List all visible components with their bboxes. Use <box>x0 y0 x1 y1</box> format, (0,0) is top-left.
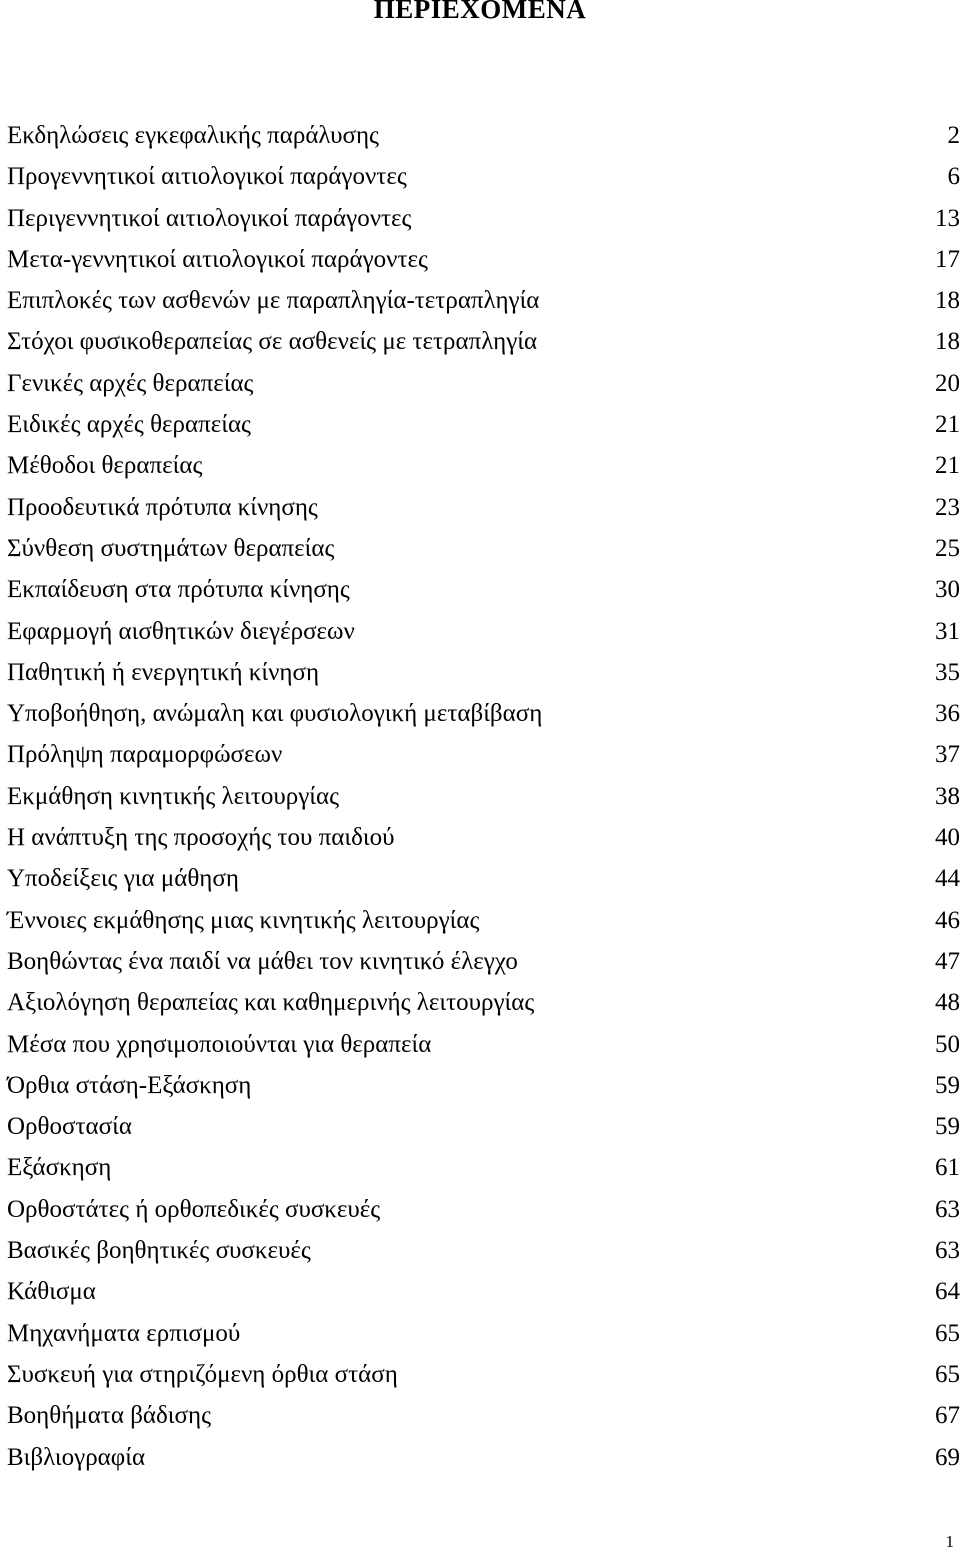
toc-entry-title: Εκμάθηση κινητικής λειτουργίας <box>7 782 340 810</box>
toc-entry-page: 50 <box>935 1030 960 1058</box>
toc-entry-page: 37 <box>935 741 960 769</box>
toc-entry <box>7 1437 960 1478</box>
toc-entry <box>7 817 960 858</box>
toc-entry <box>7 1395 960 1436</box>
toc-entry <box>7 1189 960 1230</box>
toc-entry <box>7 1065 960 1106</box>
toc-entry-page: 44 <box>935 865 960 893</box>
toc-entry-title: Υποδείξεις για μάθηση <box>7 865 239 893</box>
toc-entry <box>7 321 960 362</box>
toc-entry <box>7 528 960 569</box>
toc-entry-page: 48 <box>935 989 960 1017</box>
toc-entry-title: Εξάσκηση <box>7 1154 112 1182</box>
toc-entry <box>7 1147 960 1188</box>
toc-entry-title: Επιπλοκές των ασθενών με παραπληγία-τετραπληγία <box>7 287 540 315</box>
toc-entry <box>7 487 960 528</box>
toc-entry-title: Εκδηλώσεις εγκεφαλικής παράλυσης <box>7 122 379 149</box>
toc-entry <box>7 569 960 610</box>
toc-entry-title: Μέθοδοι θεραπείας <box>7 452 203 480</box>
toc-entry-title: Μετα-γεννητικοί αιτιολογικοί παράγοντες <box>7 245 428 273</box>
toc-entry-page: 31 <box>935 617 960 645</box>
toc-entry-title: Μέσα που χρησιμοποιούνται για θεραπεία <box>7 1030 432 1058</box>
toc-entry <box>7 982 960 1023</box>
toc-entry-title: Εκπαίδευση στα πρότυπα κίνησης <box>7 576 350 604</box>
toc-entry-page: 18 <box>935 287 960 315</box>
toc-entry-page: 30 <box>935 576 960 604</box>
toc-entry-page: 46 <box>935 906 960 934</box>
toc-entry-page: 64 <box>935 1278 960 1306</box>
toc-entry <box>7 1271 960 1312</box>
page-title: ΠΕΡΙΕΧΟΜΕΝΑ <box>373 0 587 24</box>
toc-entry-title: Η ανάπτυξη της προσοχής του παιδιού <box>7 824 395 852</box>
toc-entry-title: Βοηθήματα βάδισης <box>7 1402 211 1430</box>
toc-entry <box>7 115 960 156</box>
toc-entry-page: 23 <box>935 493 960 521</box>
toc-entry-title: Πρόληψη παραμορφώσεων <box>7 741 283 769</box>
toc-entry-title: Βοηθώντας ένα παιδί να μάθει τον κινητικό έλεγχο <box>7 947 518 975</box>
toc-entry <box>7 734 960 775</box>
toc-entry-title: Στόχοι φυσικοθεραπείας σε ασθενείς με τετραπληγία <box>7 328 538 356</box>
toc-entry-title: Προγεννητικοί αιτιολογικοί παράγοντες <box>7 163 407 191</box>
toc-entry-title: Μηχανήματα ερπισμού <box>7 1319 241 1347</box>
toc-entry-page: 67 <box>935 1402 960 1430</box>
toc-entry-title: Βιβλιογραφία <box>7 1443 146 1471</box>
toc-entry-page: 6 <box>947 163 960 191</box>
toc-entry-page: 21 <box>935 452 960 480</box>
toc-entry-page: 47 <box>935 947 960 975</box>
toc-entry-title: Όρθια στάση-Εξάσκηση <box>7 1071 252 1099</box>
toc-entry-page: 59 <box>935 1113 960 1141</box>
toc-entry-page: 2 <box>947 122 960 149</box>
toc-entry-title: Κάθισμα <box>7 1278 96 1306</box>
toc-entry <box>7 693 960 734</box>
page-number: 1 <box>945 1532 954 1551</box>
toc-entry-page: 35 <box>935 658 960 686</box>
toc-entry <box>7 1230 960 1271</box>
toc-entry <box>7 198 960 239</box>
toc-entry <box>7 900 960 941</box>
toc-entry <box>7 611 960 652</box>
toc-entry-page: 25 <box>935 534 960 562</box>
toc-entry <box>7 858 960 899</box>
toc-entry <box>7 156 960 197</box>
toc-entry-title: Εφαρμογή αισθητικών διεγέρσεων <box>7 617 355 645</box>
toc-entry-title: Ορθοστασία <box>7 1113 132 1141</box>
toc-entry-title: Παθητική ή ενεργητική κίνηση <box>7 658 320 686</box>
toc-entry-page: 13 <box>935 204 960 232</box>
toc-entry-page: 40 <box>935 824 960 852</box>
toc-entry <box>7 445 960 486</box>
toc-entry <box>7 1313 960 1354</box>
toc-entry-title: Υποβοήθηση, ανώμαλη και φυσιολογική μεταβίβαση <box>7 700 543 728</box>
toc-entry-page: 36 <box>935 700 960 728</box>
toc-entry-title: Σύνθεση συστημάτων θεραπείας <box>7 534 335 562</box>
toc-entry <box>7 404 960 445</box>
toc-entry <box>7 1024 960 1065</box>
toc-entry-title: Βασικές βοηθητικές συσκευές <box>7 1237 311 1265</box>
toc-entry <box>7 1354 960 1395</box>
toc-entry-title: Ειδικές αρχές θεραπείας <box>7 411 251 439</box>
toc-entry-page: 61 <box>935 1154 960 1182</box>
toc-entry-title: Έννοιες εκμάθησης μιας κινητικής λειτουργίας <box>7 906 480 934</box>
toc-entry-page: 21 <box>935 411 960 439</box>
toc-entry <box>7 652 960 693</box>
toc-entry-page: 63 <box>935 1237 960 1265</box>
table-of-contents <box>7 115 960 1478</box>
toc-entry-page: 69 <box>935 1443 960 1471</box>
toc-entry-title: Συσκευή για στηριζόμενη όρθια στάση <box>7 1360 398 1388</box>
toc-entry <box>7 239 960 280</box>
toc-entry-page: 65 <box>935 1360 960 1388</box>
toc-entry <box>7 1106 960 1147</box>
toc-entry-page: 59 <box>935 1071 960 1099</box>
toc-entry-title: Περιγεννητικοί αιτιολογικοί παράγοντες <box>7 204 412 232</box>
toc-entry-page: 20 <box>935 369 960 397</box>
toc-entry <box>7 280 960 321</box>
toc-entry-title: Γενικές αρχές θεραπείας <box>7 369 254 397</box>
toc-entry-page: 18 <box>935 328 960 356</box>
toc-entry <box>7 776 960 817</box>
toc-entry <box>7 941 960 982</box>
toc-entry-page: 65 <box>935 1319 960 1347</box>
toc-entry-page: 17 <box>935 245 960 273</box>
toc-entry-title: Προοδευτικά πρότυπα κίνησης <box>7 493 318 521</box>
toc-entry-page: 63 <box>935 1195 960 1223</box>
toc-entry <box>7 363 960 404</box>
toc-entry-title: Ορθοστάτες ή ορθοπεδικές συσκευές <box>7 1195 381 1223</box>
toc-entry-title: Αξιολόγηση θεραπείας και καθημερινής λειτουργίας <box>7 989 535 1017</box>
toc-entry-page: 38 <box>935 782 960 810</box>
